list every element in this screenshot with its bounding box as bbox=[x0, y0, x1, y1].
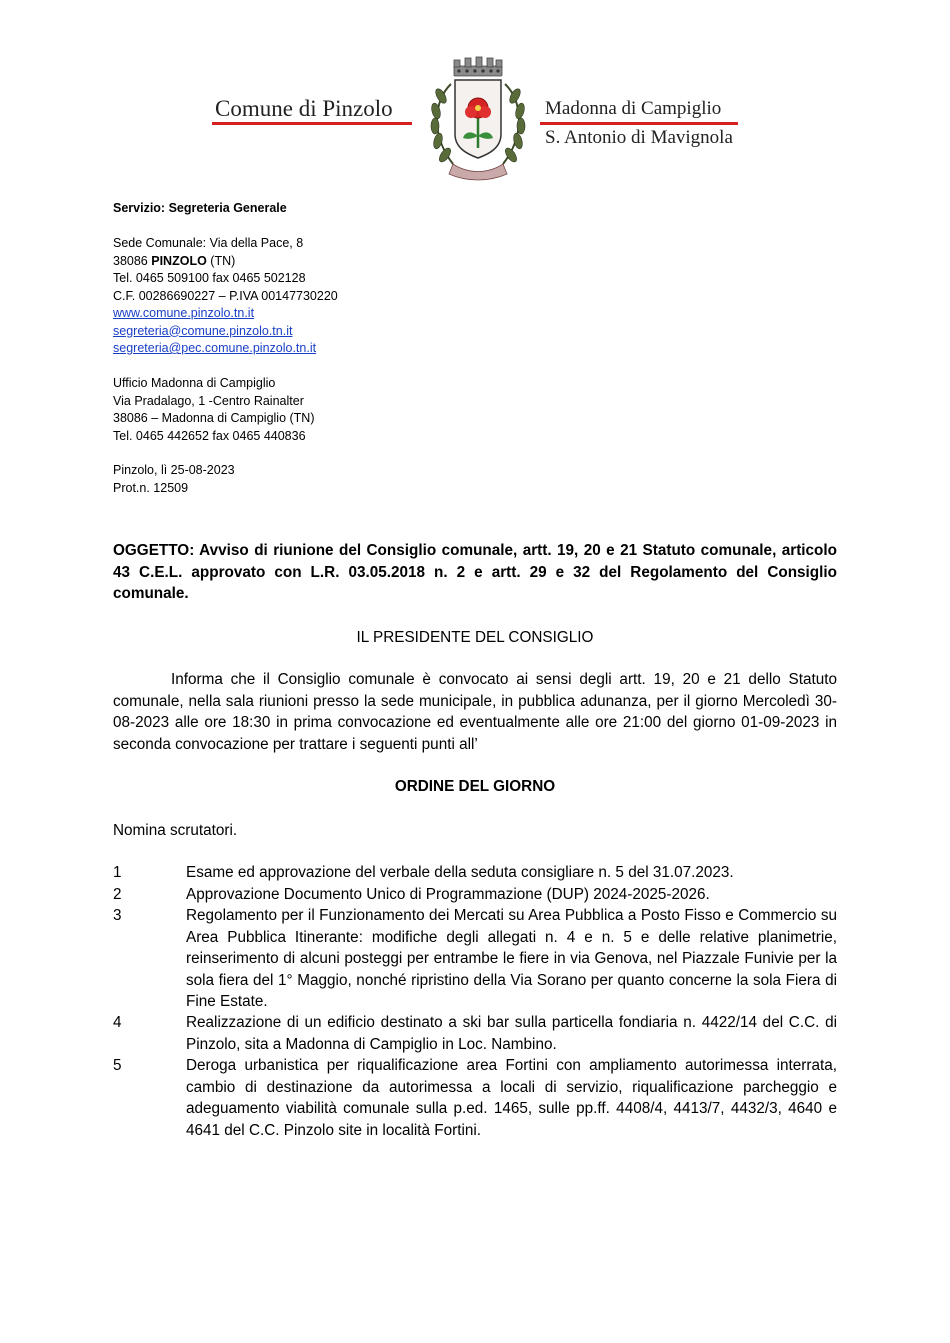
date-protocol-block bbox=[113, 462, 235, 497]
website-link[interactable]: www.comune.pinzolo.tn.it bbox=[113, 306, 255, 320]
protocol-number: Prot.n. 12509 bbox=[113, 480, 189, 495]
agenda-item bbox=[113, 905, 837, 1013]
office-cap: 38086 bbox=[113, 253, 148, 268]
agenda-item-number: 1 bbox=[113, 864, 122, 881]
agenda-item-text: Regolamento per il Funzionamento dei Mercati su Area Pubblica a Posto Fisso e Commercio su Area Pubblica Itinerante: modifiche degli allegati n. 4 e n. 5 e delle relative planimetrie, reinserimento di alcuni posteggi per entrambe le fiere in via Genova, nel Piazzale Funivie per la sola fiera del 1° Maggio, nonché ripristino della Via Sorano per quanto concerne la sola Fiera di Fine Estate. bbox=[186, 907, 837, 1010]
branch-city: 38086 – Madonna di Campiglio (TN) bbox=[113, 411, 315, 425]
office-address: Sede Comunale: Via della Pace, 8 bbox=[113, 236, 304, 250]
branch-office-block bbox=[113, 375, 315, 445]
locality-madonna: Madonna di Campiglio bbox=[545, 98, 722, 119]
president-heading: IL PRESIDENTE DEL CONSIGLIO bbox=[356, 629, 594, 646]
agenda-item bbox=[113, 1012, 837, 1055]
office-province: (TN) bbox=[210, 253, 236, 268]
agenda-heading: ORDINE DEL GIORNO bbox=[394, 778, 556, 795]
agenda-item bbox=[113, 884, 837, 906]
branch-name: Ufficio Madonna di Campiglio bbox=[113, 376, 276, 390]
office-city: PINZOLO bbox=[151, 253, 207, 268]
agenda-item bbox=[113, 1055, 837, 1141]
locality-mavignola: S. Antonio di Mavignola bbox=[545, 127, 733, 148]
agenda-item-text: Deroga urbanistica per riqualificazione area Fortini con ampliamento autorimessa interrata, cambio di destinazione da autorimessa a locali di servizio, riqualificazione parcheggio e adeguamento viabilità comunale sulla p.ed. 1465, sulle pp.ff. 4408/4, 4413/7, 4432/3, 4640 e 4641 del C.C. Pinzolo site in località Fortini. bbox=[186, 1057, 837, 1139]
coat-of-arms-logo bbox=[423, 56, 533, 182]
service-name: Servizio: Segreteria Generale bbox=[113, 201, 287, 215]
branch-street: Via Pradalago, 1 -Centro Rainalter bbox=[113, 393, 304, 408]
subject-paragraph: OGGETTO: Avviso di riunione del Consiglio comunale, artt. 19, 20 e 21 Statuto comunale, articolo 43 C.E.L. approvato con L.R. 03.05.2018 n. 2 e artt. 29 e 32 del Regolamento del Consiglio comunale. bbox=[113, 542, 837, 602]
office-address-block bbox=[113, 235, 338, 358]
announcement-paragraph: Informa che il Consiglio comunale è convocato ai sensi degli artt. 19, 20 e 21 dello Statuto comunale, nella sala riunioni presso la sede municipale, in pubblica adunanza, per il giorno Mercoledì 30-08-2023 alle ore 18:30 in prima convocazione ed eventualmente alle ore 21:00 del giorno 01-09-2023 in seconda convocazione per trattare i seguenti punti all’ bbox=[113, 671, 837, 753]
office-city-line bbox=[113, 253, 338, 271]
agenda-item bbox=[113, 862, 837, 884]
office-phone: Tel. 0465 509100 fax 0465 502128 bbox=[113, 271, 306, 285]
agenda-item-number: 4 bbox=[113, 1014, 122, 1031]
pec-email-link[interactable]: segreteria@pec.comune.pinzolo.tn.it bbox=[113, 341, 317, 355]
document-date: Pinzolo, lì 25-08-2023 bbox=[113, 463, 235, 477]
agenda-item-text: Approvazione Documento Unico di Programmazione (DUP) 2024-2025-2026. bbox=[186, 886, 710, 903]
municipality-title: Comune di Pinzolo bbox=[215, 96, 393, 121]
email-link[interactable]: segreteria@comune.pinzolo.tn.it bbox=[113, 323, 293, 338]
locality-divider bbox=[540, 122, 738, 125]
agenda-item-number: 3 bbox=[113, 907, 122, 924]
agenda-item-number: 2 bbox=[113, 886, 122, 903]
agenda-item-text: Esame ed approvazione del verbale della seduta consigliare n. 5 del 31.07.2023. bbox=[186, 864, 734, 881]
title-underline bbox=[212, 122, 412, 125]
agenda-item-text: Realizzazione di un edificio destinato a ski bar sulla particella fondiaria n. 4422/14 del C.C. di Pinzolo, sita a Madonna di Campiglio in Loc. Nambino. bbox=[186, 1014, 837, 1053]
branch-phone: Tel. 0465 442652 fax 0465 440836 bbox=[113, 428, 306, 443]
preliminary-item: Nomina scrutatori. bbox=[113, 822, 238, 839]
agenda-item-number: 5 bbox=[113, 1057, 122, 1074]
office-tax-ids: C.F. 00286690227 – P.IVA 00147730220 bbox=[113, 288, 338, 303]
